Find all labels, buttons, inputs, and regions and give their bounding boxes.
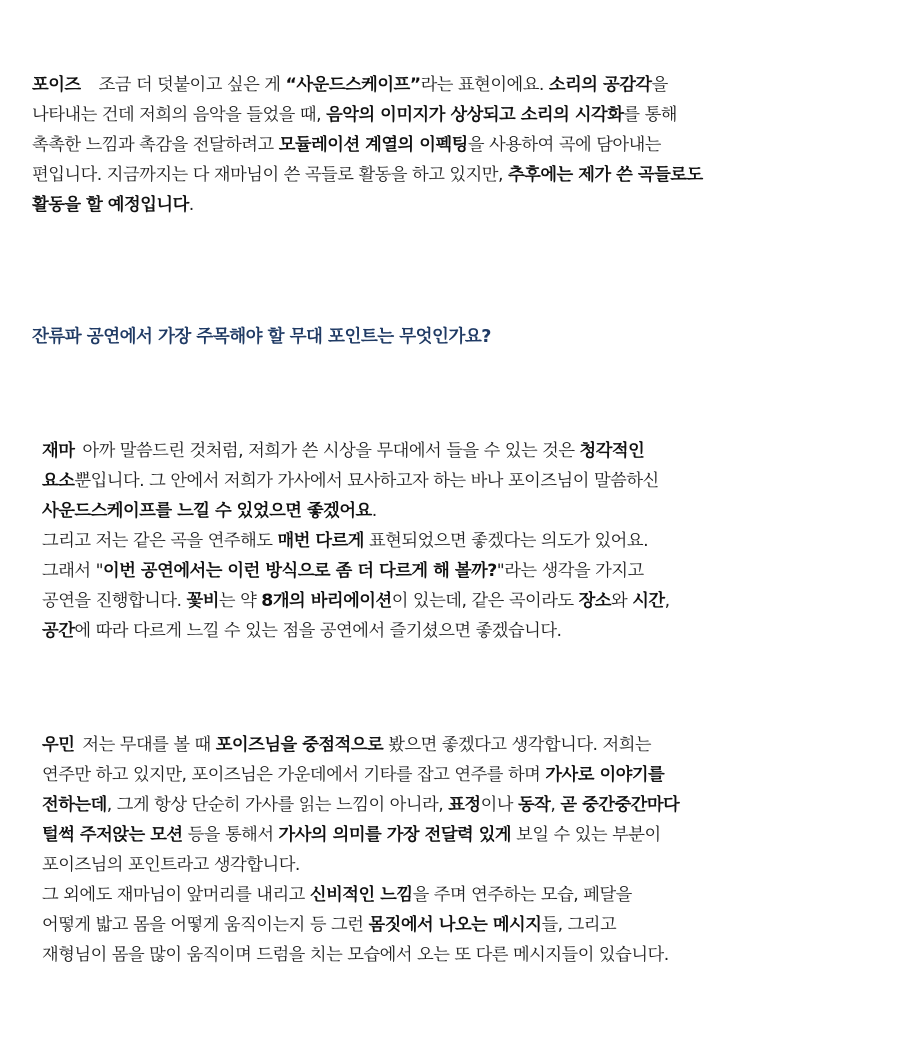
text-line — [32, 70, 874, 100]
emphasis-text: 동작 — [517, 795, 551, 815]
body-text: 조금 더 덧붙이고 싶은 게 — [98, 75, 286, 95]
emphasis-text: 소리의 공감각 — [548, 75, 652, 95]
text-line — [42, 820, 874, 850]
body-text: 이 있는데, 같은 곡이라도 — [391, 591, 579, 611]
body-text: 편입니다. 지금까지는 다 재마님이 쓴 곡들로 활동을 하고 있지만, — [32, 165, 508, 185]
text-line — [42, 730, 874, 760]
emphasis-text: 청각적인 — [579, 441, 645, 461]
body-text: , — [664, 591, 670, 611]
emphasis-text: 활동을 할 예정입니다 — [32, 195, 189, 215]
answer-poise — [32, 70, 874, 220]
body-text: 나타내는 건데 저희의 음악을 들었을 때, — [32, 105, 327, 125]
body-text: . — [188, 195, 194, 215]
speaker-name: 우민 — [42, 735, 75, 755]
emphasis-text: 포이즈님을 중점적으로 — [215, 735, 384, 755]
body-text: 라는 표현이에요. — [420, 75, 549, 95]
body-text: 공연을 진행합니다. — [42, 591, 187, 611]
text-line — [42, 760, 874, 790]
body-text: 보일 수 있는 부분이 — [511, 825, 661, 845]
emphasis-text: 털썩 주저앉는 모션 — [42, 825, 183, 845]
body-text: 그리고 저는 같은 곡을 연주해도 — [42, 531, 278, 551]
emphasis-text: 요소 — [42, 471, 75, 491]
speaker-name: 재마 — [42, 441, 75, 461]
body-text: 등을 통해서 — [182, 825, 279, 845]
text-line — [32, 190, 874, 220]
emphasis-text: 곧 중간중간마다 — [560, 795, 680, 815]
body-text: 재형님이 몸을 많이 움직이며 드럼을 치는 모습에서 오는 또 다른 메시지들이 있습니다. — [42, 945, 669, 965]
emphasis-text: 이번 공연에서는 이런 방식으로 좀 더 다르게 해 볼까? — [103, 561, 497, 581]
text-line — [42, 940, 874, 970]
body-text: 봤으면 좋겠다고 생각합니다. 저희는 — [383, 735, 652, 755]
text-line — [42, 850, 874, 880]
answer-jaema — [42, 436, 874, 646]
text-line — [42, 880, 874, 910]
emphasis-text: 추후에는 제가 쓴 곡들로도 — [507, 165, 703, 185]
body-text: . — [371, 501, 377, 521]
emphasis-text: 몸짓에서 나오는 메시지 — [368, 915, 542, 935]
text-line — [32, 130, 874, 160]
emphasis-text: “사운드스케이프” — [285, 75, 421, 95]
body-text: 그 외에도 재마님이 앞머리를 내리고 — [42, 885, 310, 905]
body-text: 그래서 " — [42, 561, 104, 581]
body-text: 연주만 하고 있지만, 포이즈님은 가운데에서 기타를 잡고 연주를 하며 — [42, 765, 546, 785]
text-line — [42, 586, 874, 616]
body-text: 들, 그리고 — [541, 915, 617, 935]
body-text: 에 따라 다르게 느낄 수 있는 점을 공연에서 즐기셨으면 좋겠습니다. — [74, 621, 562, 641]
body-text: 어떻게 밟고 몸을 어떻게 움직이는지 등 그런 — [42, 915, 369, 935]
emphasis-text: 가사의 의미를 가장 전달력 있게 — [278, 825, 512, 845]
body-text: 을 주며 연주하는 모습, 페달을 — [412, 885, 632, 905]
emphasis-text: 표정 — [448, 795, 481, 815]
emphasis-text: 공간 — [42, 621, 75, 641]
emphasis-text: 모듈레이션 계열의 이펙팅 — [278, 135, 468, 155]
body-text: , — [550, 795, 561, 815]
body-text: 을 — [651, 75, 668, 95]
body-text: 저는 무대를 볼 때 — [82, 735, 216, 755]
emphasis-text: 매번 다르게 — [277, 531, 364, 551]
emphasis-text: 사운드스케이프를 느낄 수 있었으면 좋겠어요 — [42, 501, 372, 521]
body-text: , 그게 항상 단순히 가사를 읽는 느낌이 아니라, — [106, 795, 449, 815]
text-line — [32, 160, 874, 190]
body-text: "라는 생각을 가지고 — [496, 561, 644, 581]
speaker-name: 포이즈 — [32, 75, 81, 95]
emphasis-text: 장소 — [578, 591, 611, 611]
body-text: 아까 말씀드린 것처럼, 저희가 쓴 시상을 무대에서 들을 수 있는 것은 — [82, 441, 580, 461]
body-text: 표현되었으면 좋겠다는 의도가 있어요. — [364, 531, 649, 551]
emphasis-text: 신비적인 느낌 — [309, 885, 413, 905]
text-line — [42, 910, 874, 940]
text-line — [42, 616, 874, 646]
text-line — [42, 526, 874, 556]
interview-question: 잔류파 공연에서 가장 주목해야 할 무대 포인트는 무엇인가요? — [32, 327, 491, 347]
emphasis-text: 전하는데 — [42, 795, 107, 815]
text-line — [42, 436, 874, 466]
text-line — [32, 100, 874, 130]
body-text: 촉촉한 느낌과 촉감을 전달하려고 — [32, 135, 279, 155]
emphasis-text: 8개의 바리에이션 — [261, 591, 392, 611]
emphasis-text: 꽃비 — [186, 591, 219, 611]
text-line — [42, 790, 874, 820]
text-line — [42, 496, 874, 526]
body-text: 를 통해 — [623, 105, 677, 125]
body-text: 는 약 — [218, 591, 262, 611]
body-text: 을 사용하여 곡에 담아내는 — [467, 135, 661, 155]
emphasis-text: 음악의 이미지가 상상되고 소리의 시각화 — [326, 105, 624, 125]
emphasis-text: 시간 — [632, 591, 665, 611]
body-text: 뿐입니다. 그 안에서 저희가 가사에서 묘사하고자 하는 바나 포이즈님이 말씀하신 — [74, 471, 659, 491]
text-line — [42, 466, 874, 496]
text-line — [42, 556, 874, 586]
answer-woomin — [42, 730, 874, 970]
body-text: 와 — [611, 591, 633, 611]
body-text: 이나 — [480, 795, 518, 815]
body-text: 포이즈님의 포인트라고 생각합니다. — [42, 855, 300, 875]
emphasis-text: 가사로 이야기를 — [545, 765, 665, 785]
